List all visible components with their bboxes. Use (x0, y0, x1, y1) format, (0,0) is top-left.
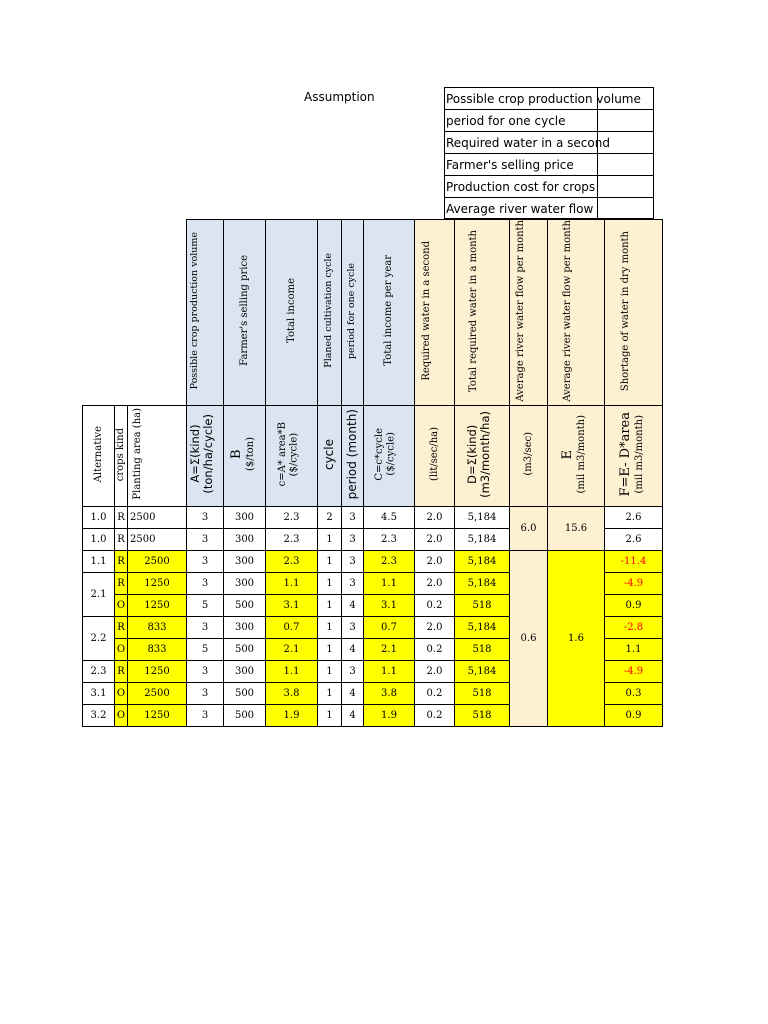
header-m3sec: (m3/sec) (510, 405, 548, 506)
cell-area: 2500 (128, 506, 187, 528)
assumption-table (444, 87, 654, 219)
cell-c: 2.3 (266, 506, 318, 528)
crop-alternatives-table (82, 219, 663, 727)
cell-f: 0.3 (605, 682, 663, 704)
header-b-formula: B ($/ton) (224, 405, 266, 506)
cell-e-bottom: 1.6 (548, 550, 605, 726)
cell-alternative: 3.1 (83, 682, 115, 704)
cell-a: 3 (187, 616, 224, 638)
header-required-water: Required water in a second (415, 220, 455, 406)
cell-cycle: 1 (318, 594, 342, 616)
cell-d: 5,184 (455, 528, 510, 550)
cell-c: 1.9 (266, 704, 318, 726)
cell-f: 2.6 (605, 506, 663, 528)
cell-req: 2.0 (415, 506, 455, 528)
cell-kind: O (115, 594, 128, 616)
cell-alternative: 2.1 (83, 572, 115, 616)
cell-cycle: 1 (318, 660, 342, 682)
cell-req: 0.2 (415, 594, 455, 616)
assumption-label: Farmer's selling price (446, 158, 574, 172)
cell-kind: R (115, 528, 128, 550)
cell-alternative: 1.0 (83, 528, 115, 550)
cell-cycle: 1 (318, 528, 342, 550)
cell-b: 500 (224, 682, 266, 704)
cell-f: -4.9 (605, 660, 663, 682)
cell-b: 500 (224, 638, 266, 660)
cell-period: 4 (342, 704, 364, 726)
header-period: period (month) (342, 405, 364, 506)
cell-period: 3 (342, 616, 364, 638)
header-a-formula: A=Σ(kind) (ton/ha/cycle) (187, 405, 224, 506)
cell-req: 2.0 (415, 616, 455, 638)
assumption-label: Average river water flow (446, 202, 594, 216)
assumption-row (445, 176, 653, 198)
cell-cc: 1.1 (364, 572, 415, 594)
header-req-unit: (lit/sec/ha) (415, 405, 455, 506)
cell-cc: 1.9 (364, 704, 415, 726)
cell-kind: R (115, 660, 128, 682)
cell-a: 3 (187, 660, 224, 682)
header-crops-kind: crops kind (115, 405, 128, 506)
header-avg-flow-2: Average river water flow per month (548, 220, 605, 406)
cell-d: 518 (455, 638, 510, 660)
cell-area: 2500 (128, 550, 187, 572)
assumption-row (445, 198, 653, 220)
header-row-bottom (83, 405, 663, 506)
cell-d: 5,184 (455, 616, 510, 638)
cell-req: 0.2 (415, 682, 455, 704)
cell-d: 5,184 (455, 660, 510, 682)
cell-kind: R (115, 506, 128, 528)
cell-d: 518 (455, 682, 510, 704)
cell-d: 518 (455, 594, 510, 616)
header-row-top (83, 220, 663, 406)
assumption-row (445, 88, 653, 110)
header-alternative: Alternative (83, 405, 115, 506)
header-e-formula: E (mil m3/month) (548, 405, 605, 506)
cell-b: 300 (224, 660, 266, 682)
cell-kind: O (115, 704, 128, 726)
cell-period: 3 (342, 550, 364, 572)
cell-f: 0.9 (605, 594, 663, 616)
cell-b: 500 (224, 594, 266, 616)
cell-c: 2.3 (266, 550, 318, 572)
assumption-value[interactable] (597, 176, 653, 197)
cell-a: 3 (187, 506, 224, 528)
assumption-row (445, 154, 653, 176)
cell-d: 5,184 (455, 572, 510, 594)
cell-f: -4.9 (605, 572, 663, 594)
cell-cc: 3.1 (364, 594, 415, 616)
assumption-row (445, 110, 653, 132)
header-total-income: Total income (266, 220, 318, 406)
cell-c: 1.1 (266, 572, 318, 594)
cell-c: 3.1 (266, 594, 318, 616)
cell-period: 4 (342, 594, 364, 616)
cell-d: 5,184 (455, 550, 510, 572)
header-cycle: cycle (318, 405, 342, 506)
cell-area: 1250 (128, 704, 187, 726)
cell-e-top: 15.6 (548, 506, 605, 550)
cell-a: 3 (187, 572, 224, 594)
cell-req: 0.2 (415, 638, 455, 660)
cell-a: 3 (187, 528, 224, 550)
cell-cc: 0.7 (364, 616, 415, 638)
cell-c: 1.1 (266, 660, 318, 682)
cell-a: 5 (187, 594, 224, 616)
assumption-value[interactable] (597, 154, 653, 175)
cell-area: 833 (128, 638, 187, 660)
cell-req: 2.0 (415, 572, 455, 594)
header-planed-cycle: Planed cultivation cycle (318, 220, 342, 406)
cell-cc: 3.8 (364, 682, 415, 704)
cell-cycle: 1 (318, 638, 342, 660)
cell-cc: 1.1 (364, 660, 415, 682)
cell-period: 3 (342, 572, 364, 594)
table-row (83, 550, 663, 572)
header-total-required-water: Total required water in a month (455, 220, 510, 406)
cell-cc: 2.1 (364, 638, 415, 660)
assumption-label: Possible crop production volume (446, 92, 641, 106)
cell-req: 0.2 (415, 704, 455, 726)
header-planting-area: Planting area (ha) (128, 405, 187, 506)
assumption-title: Assumption (304, 90, 375, 104)
cell-m3sec-top: 6.0 (510, 506, 548, 550)
cell-period: 3 (342, 506, 364, 528)
cell-c: 0.7 (266, 616, 318, 638)
assumption-value[interactable] (597, 198, 653, 219)
header-d-formula: D=Σ(kind) (m3/month/ha) (455, 405, 510, 506)
cell-cycle: 1 (318, 572, 342, 594)
cell-kind: R (115, 550, 128, 572)
assumption-value[interactable] (597, 110, 653, 131)
cell-d: 518 (455, 704, 510, 726)
cell-f: 1.1 (605, 638, 663, 660)
cell-cycle: 2 (318, 506, 342, 528)
cell-cc: 4.5 (364, 506, 415, 528)
cell-d: 5,184 (455, 506, 510, 528)
assumption-label: Production cost for crops (446, 180, 596, 194)
cell-a: 3 (187, 704, 224, 726)
cell-b: 300 (224, 550, 266, 572)
cell-a: 5 (187, 638, 224, 660)
table-row (83, 506, 663, 528)
cell-area: 2500 (128, 682, 187, 704)
cell-f: -2.8 (605, 616, 663, 638)
cell-cycle: 1 (318, 682, 342, 704)
cell-kind: R (115, 572, 128, 594)
cell-b: 300 (224, 506, 266, 528)
assumption-row (445, 132, 653, 154)
cell-c: 2.1 (266, 638, 318, 660)
header-shortage: Shortage of water in dry month (605, 220, 663, 406)
cell-alternative: 2.3 (83, 660, 115, 682)
cell-m3sec-bottom: 0.6 (510, 550, 548, 726)
assumption-label: Required water in a second (446, 136, 610, 150)
cell-alternative: 1.1 (83, 550, 115, 572)
header-possible-crop: Possible crop production volume (187, 220, 224, 406)
cell-b: 300 (224, 572, 266, 594)
cell-kind: O (115, 638, 128, 660)
cell-c: 2.3 (266, 528, 318, 550)
cell-area: 1250 (128, 572, 187, 594)
cell-period: 4 (342, 638, 364, 660)
cell-a: 3 (187, 550, 224, 572)
header-c-formula: c=A* area*B ($/cycle) (266, 405, 318, 506)
header-f-formula: F=E- D*area (mil m3/month) (605, 405, 663, 506)
cell-alternative: 1.0 (83, 506, 115, 528)
cell-req: 2.0 (415, 550, 455, 572)
cell-cycle: 1 (318, 704, 342, 726)
cell-b: 300 (224, 528, 266, 550)
cell-req: 2.0 (415, 660, 455, 682)
cell-cycle: 1 (318, 616, 342, 638)
cell-period: 4 (342, 682, 364, 704)
cell-a: 3 (187, 682, 224, 704)
cell-alternative: 3.2 (83, 704, 115, 726)
cell-kind: R (115, 616, 128, 638)
header-avg-flow-1: Average river water flow per month (510, 220, 548, 406)
cell-area: 833 (128, 616, 187, 638)
cell-period: 3 (342, 660, 364, 682)
cell-c: 3.8 (266, 682, 318, 704)
header-cc-formula: C=c*cycle ($/cycle) (364, 405, 415, 506)
header-period-cycle: period for one cycle (342, 220, 364, 406)
cell-area: 1250 (128, 594, 187, 616)
assumption-label: period for one cycle (446, 114, 566, 128)
cell-f: 2.6 (605, 528, 663, 550)
cell-cc: 2.3 (364, 528, 415, 550)
cell-kind: O (115, 682, 128, 704)
cell-f: -11.4 (605, 550, 663, 572)
cell-period: 3 (342, 528, 364, 550)
cell-area: 1250 (128, 660, 187, 682)
cell-area: 2500 (128, 528, 187, 550)
cell-cycle: 1 (318, 550, 342, 572)
cell-cc: 2.3 (364, 550, 415, 572)
header-selling-price: Farmer's selling price (224, 220, 266, 406)
cell-alternative: 2.2 (83, 616, 115, 660)
cell-b: 500 (224, 704, 266, 726)
cell-b: 300 (224, 616, 266, 638)
header-income-year: Total income per year (364, 220, 415, 406)
cell-req: 2.0 (415, 528, 455, 550)
cell-f: 0.9 (605, 704, 663, 726)
